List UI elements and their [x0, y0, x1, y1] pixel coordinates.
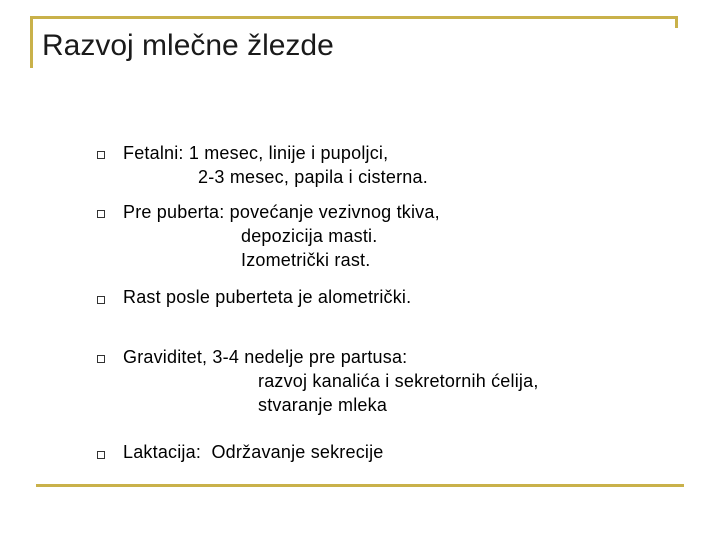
bullet-line: depozicija masti. [241, 226, 378, 246]
hollow-square-bullet-icon [97, 296, 105, 304]
bullet-line: Laktacija: Održavanje sekrecije [123, 442, 384, 462]
hollow-square-bullet-icon [97, 451, 105, 459]
hollow-square-bullet-icon [97, 151, 105, 159]
bullet-line: Izometrički rast. [241, 250, 371, 270]
slide-title: Razvoj mlečne žlezde [42, 29, 334, 62]
bullet-line: stvaranje mleka [258, 395, 388, 415]
title-frame-left-rule [30, 16, 33, 68]
title-frame-right-rule [675, 16, 678, 28]
bullet-line: Pre puberta: povećanje vezivnog tkiva, [123, 202, 440, 222]
hollow-square-bullet-icon [97, 355, 105, 363]
bullet-line: Graviditet, 3-4 nedelje pre partusa: [123, 347, 408, 367]
bullet-line: 2-3 mesec, papila i cisterna. [198, 167, 428, 187]
bullet-line: Rast posle puberteta je alometrički. [123, 287, 412, 307]
title-frame-top-rule [30, 16, 678, 19]
bullet-line: Fetalni: 1 mesec, linije i pupoljci, [123, 143, 389, 163]
hollow-square-bullet-icon [97, 210, 105, 218]
footer-rule [36, 484, 684, 487]
bullet-line: razvoj kanalića i sekretornih ćelija, [258, 371, 539, 391]
